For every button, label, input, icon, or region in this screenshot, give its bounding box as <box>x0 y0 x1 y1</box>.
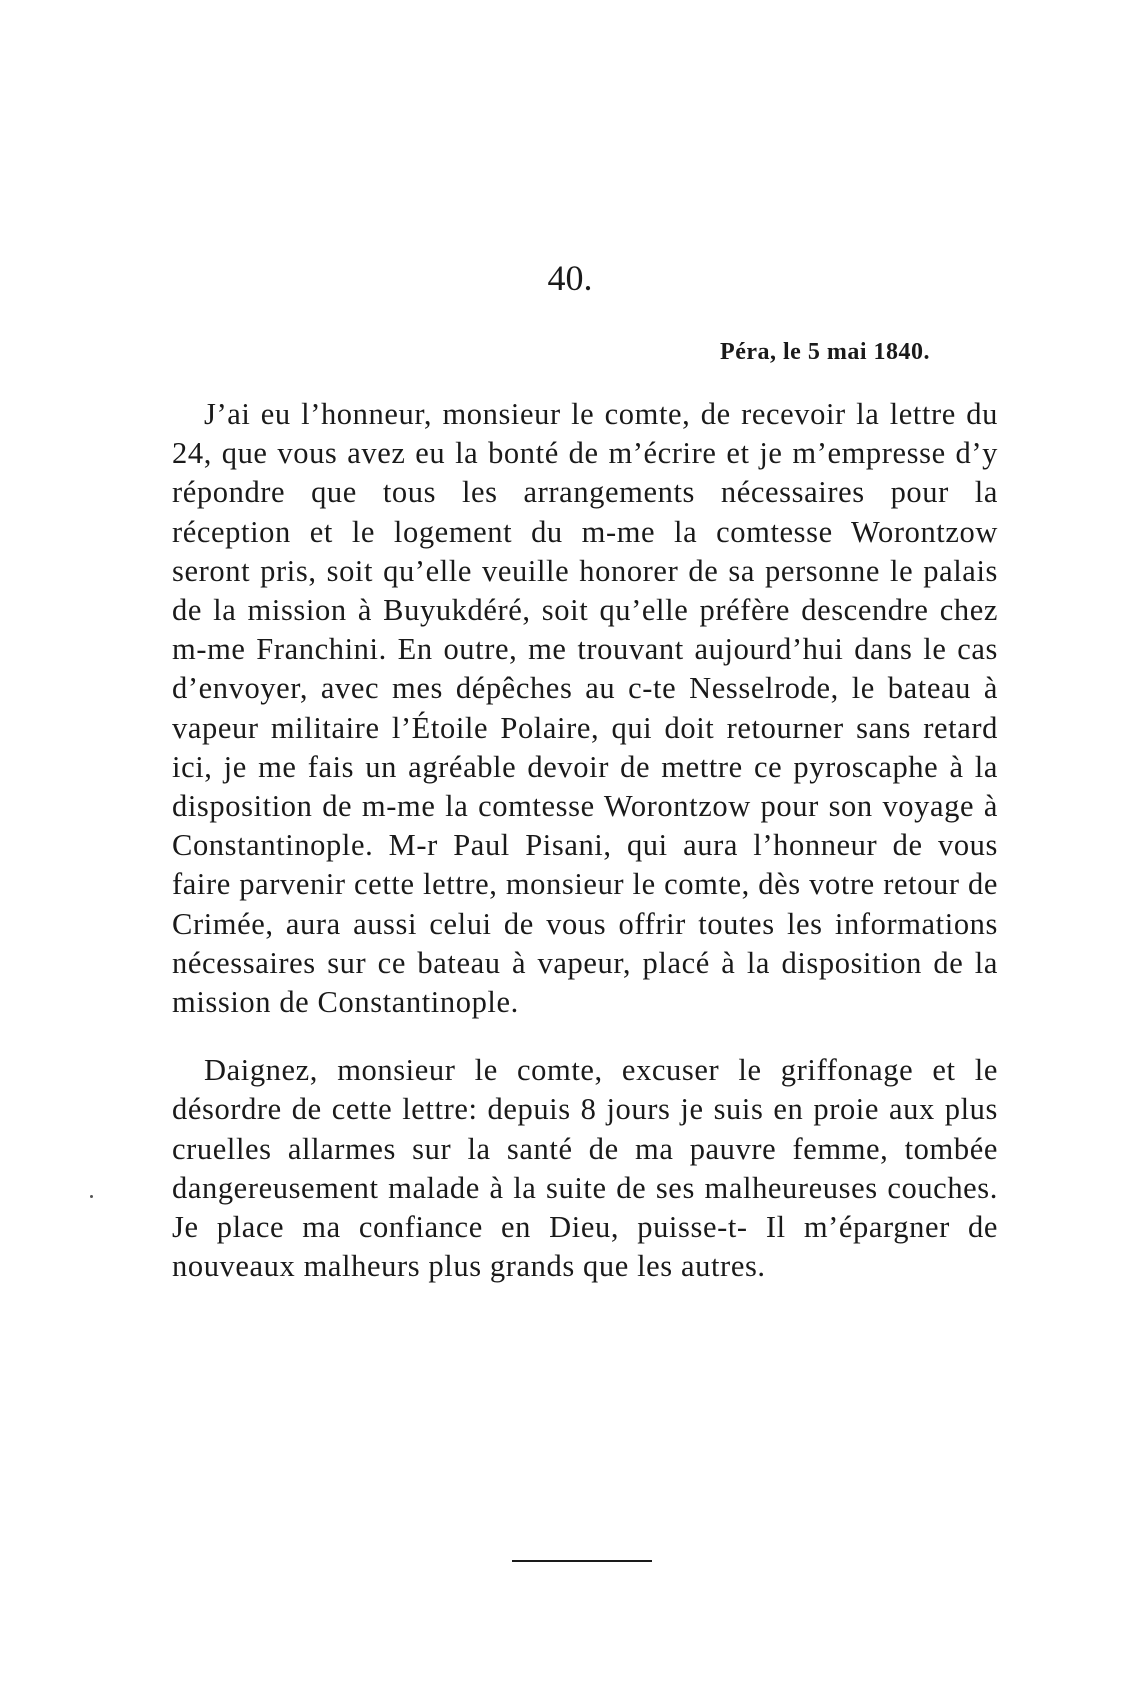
closing-rule <box>512 1560 652 1562</box>
dateline: Péra, le 5 mai 1840. <box>720 339 930 365</box>
paragraph-1: J’ai eu l’honneur, monsieur le comte, de recevoir la lettre du 24, que vous avez eu la bonté de m’écrire et je m’empresse d’y répondre que tous les arrangements nécessaires pour la réception et le logement du m-me la comtesse Worontzow seront pris, soit qu’elle veuille honorer de sa personne le palais de la mission à Buyukdéré, soit qu’elle préfère descendre chez m-me Franchini. En outre, me trouvant aujourd’hui dans le cas d’envoyer, avec mes dépêches au c-te Nesselrode, le bateau à vapeur militaire l’Étoile Polaire, qui doit retourner sans retard ici, je me fais un agréable devoir de mettre ce pyroscaphe à la disposition de m-me la comtesse Worontzow pour son voyage à Constantinople. M-r Paul Pisani, qui aura l’honneur de vous faire parvenir cette lettre, monsieur le comte, dès votre retour de Crimée, aura aussi celui de vous offrir toutes les informations nécessaires sur ce bateau à vapeur, placé à la disposition de la mission de Constantinople. <box>172 397 998 1020</box>
margin-speck <box>90 1195 93 1198</box>
letter-body <box>172 395 998 1286</box>
letter-number: 40. <box>547 258 593 298</box>
paragraph-2: Daignez, monsieur le comte, excuser le griffonage et le désordre de cette lettre: depuis 8 jours je suis en proie aux plus cruelles allarmes sur la santé de ma pauvre femme, tombée dangereusement malade à la suite de ses malheureuses couches. Je place ma confiance en Dieu, puisse-t- Il m’épargner de nouveaux malheurs plus grands que les autres. <box>172 1053 998 1284</box>
